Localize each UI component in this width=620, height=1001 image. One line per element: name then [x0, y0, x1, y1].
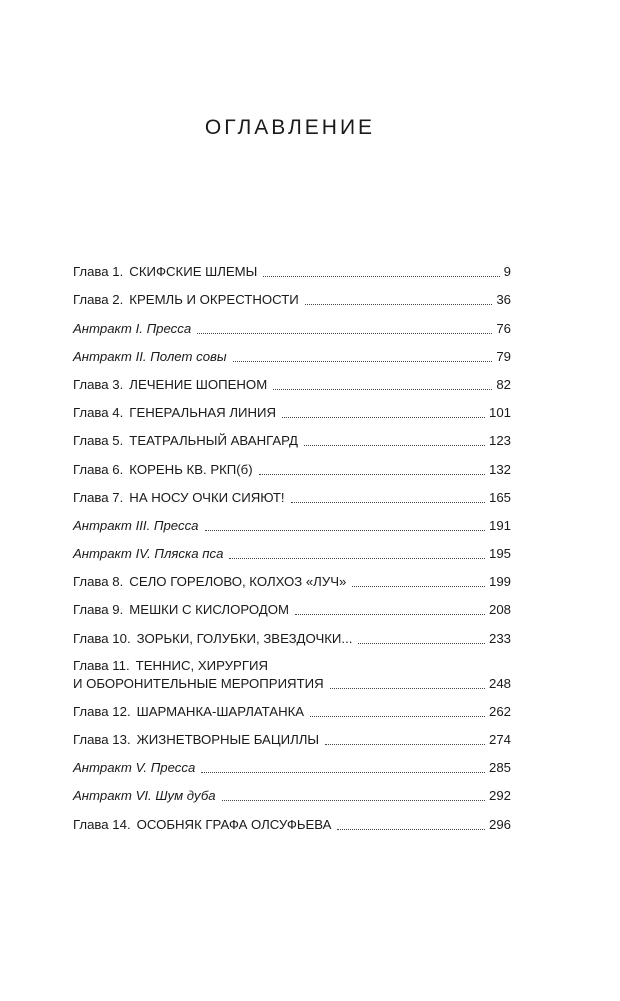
dot-leader: [325, 744, 485, 745]
page-number: 9: [503, 264, 511, 280]
dot-leader: [352, 586, 485, 587]
page-number: 191: [488, 517, 511, 533]
chapter-title: ЗОРЬКИ, ГОЛУБКИ, ЗВЕЗДОЧКИ...: [136, 630, 353, 646]
chapter-number: Глава 3.: [73, 376, 124, 392]
entry-title: [73, 292, 299, 308]
chapter-title: Антракт IV. Пляска пса: [73, 546, 224, 562]
chapter-title: Антракт I. Пресса: [73, 320, 192, 336]
dot-leader: [273, 389, 492, 390]
chapter-title: ЖИЗНЕТВОРНЫЕ БАЦИЛЛЫ: [136, 732, 320, 747]
page-number: 199: [488, 574, 511, 590]
page-number: 165: [488, 489, 511, 505]
entry-title: [73, 658, 511, 674]
chapter-title: КРЕМЛЬ И ОКРЕСТНОСТИ: [129, 292, 299, 308]
entry-title: [73, 760, 195, 776]
toc-entry: [73, 692, 511, 720]
chapter-title: Антракт VI. Шум дуба: [73, 788, 216, 804]
chapter-number: Глава 12.: [73, 703, 131, 719]
page-number: 208: [488, 602, 511, 618]
dot-leader: [201, 772, 485, 773]
page-number: 36: [496, 292, 511, 308]
dot-leader: [358, 643, 485, 644]
toc-entry: [73, 618, 511, 646]
chapter-number: Глава 2.: [73, 292, 124, 308]
entry-title: [73, 405, 276, 421]
toc-entry: [73, 252, 511, 280]
entry-title: [73, 602, 289, 618]
dot-leader: [263, 276, 499, 277]
chapter-title: Антракт V. Пресса: [73, 760, 196, 776]
page-number: 285: [488, 760, 511, 776]
chapter-title: ЛЕЧЕНИЕ ШОПЕНОМ: [129, 376, 268, 392]
entry-title: [73, 264, 257, 280]
page-number: 82: [496, 376, 511, 392]
dot-leader: [197, 333, 492, 334]
chapter-title: КОРЕНЬ КВ. РКП(б): [129, 461, 253, 477]
chapter-title: ГЕНЕРАЛЬНАЯ ЛИНИЯ: [129, 405, 277, 421]
chapter-title: Антракт III. Пресса: [73, 517, 199, 533]
chapter-number: Глава 1.: [73, 264, 124, 280]
chapter-title: ТЕАТРАЛЬНЫЙ АВАНГАРД: [129, 433, 298, 449]
dot-leader: [282, 417, 485, 418]
chapter-title: И ОБОРОНИТЕЛЬНЫЕ МЕРОПРИЯТИЯ: [73, 675, 324, 691]
entry-title: [73, 321, 191, 337]
chapter-title: Антракт II. Полет совы: [73, 348, 227, 364]
entry-title: [73, 490, 285, 506]
dot-leader: [295, 614, 485, 615]
page-number: 123: [488, 433, 511, 449]
chapter-title: СКИФСКИЕ ШЛЕМЫ: [129, 264, 258, 280]
entry-title: [73, 377, 267, 393]
chapter-number: Глава 10.: [73, 630, 131, 646]
entry-title: [73, 574, 346, 590]
entry-title: [73, 788, 216, 804]
chapter-number: Глава 14.: [73, 816, 131, 832]
dot-leader: [222, 800, 485, 801]
page-number: 101: [488, 405, 511, 421]
dot-leader: [233, 361, 493, 362]
page-number: 195: [488, 546, 511, 562]
chapter-number: Глава 11.: [73, 657, 130, 673]
chapter-title: ШАРМАНКА-ШАРЛАТАНКА: [136, 703, 305, 719]
entry-title: [73, 462, 253, 478]
chapter-number: Глава 8.: [73, 574, 124, 590]
chapter-title: МЕШКИ С КИСЛОРОДОМ: [129, 602, 289, 618]
page-number: 274: [488, 732, 511, 747]
dot-leader: [310, 716, 485, 717]
dot-leader: [291, 502, 485, 503]
entry-title: [73, 631, 352, 647]
entry-title: [73, 732, 319, 748]
toc-entry: [73, 280, 511, 308]
entry-title: [73, 518, 199, 534]
toc-entry: [73, 804, 511, 832]
entry-title: [73, 433, 298, 449]
dot-leader: [259, 474, 485, 475]
chapter-number: Глава 13.: [73, 732, 131, 747]
toc-entry: [73, 308, 511, 336]
chapter-title: ТЕННИС, ХИРУРГИЯ: [135, 657, 268, 673]
page-number: 292: [488, 788, 511, 804]
toc-entry: [73, 562, 511, 590]
chapter-number: Глава 4.: [73, 405, 124, 421]
chapter-title: ОСОБНЯК ГРАФА ОЛСУФЬЕВА: [136, 816, 332, 832]
toc-entry: [73, 393, 511, 421]
page-number: 79: [496, 348, 511, 364]
chapter-title: НА НОСУ ОЧКИ СИЯЮТ!: [129, 489, 285, 505]
toc-entry: [73, 449, 511, 477]
chapter-number: Глава 9.: [73, 602, 124, 618]
toc-entry: [73, 647, 511, 692]
toc-entry: [73, 506, 511, 534]
toc-entry: [73, 720, 511, 748]
toc-entry: [73, 748, 511, 776]
page-number: 296: [488, 816, 511, 832]
entry-title: [73, 676, 324, 692]
toc-entry: [73, 534, 511, 562]
page-number: 76: [496, 320, 511, 336]
entry-title: [73, 817, 331, 833]
page-number: 262: [488, 703, 511, 719]
entry-title: [73, 704, 304, 720]
page-title: ОГЛАВЛЕНИЕ: [204, 116, 376, 139]
dot-leader: [304, 445, 485, 446]
entry-title: [73, 349, 227, 365]
chapter-title: СЕЛО ГОРЕЛОВО, КОЛХОЗ «ЛУЧ»: [129, 574, 347, 590]
dot-leader: [229, 558, 485, 559]
toc-entry: [73, 590, 511, 618]
chapter-number: Глава 5.: [73, 433, 124, 449]
dot-leader: [337, 829, 485, 830]
chapter-number: Глава 6.: [73, 461, 124, 477]
toc-entry: [73, 337, 511, 365]
chapter-number: Глава 7.: [73, 489, 124, 505]
table-of-contents: [73, 252, 511, 833]
entry-continuation: [73, 676, 511, 692]
dot-leader: [205, 530, 485, 531]
dot-leader: [330, 688, 485, 689]
page-number: 233: [488, 630, 511, 646]
toc-entry: [73, 365, 511, 393]
dot-leader: [305, 304, 493, 305]
page-number: 248: [488, 675, 511, 691]
toc-entry: [73, 421, 511, 449]
toc-entry: [73, 478, 511, 506]
entry-title: [73, 546, 223, 562]
toc-entry: [73, 776, 511, 804]
page-number: 132: [488, 461, 511, 477]
